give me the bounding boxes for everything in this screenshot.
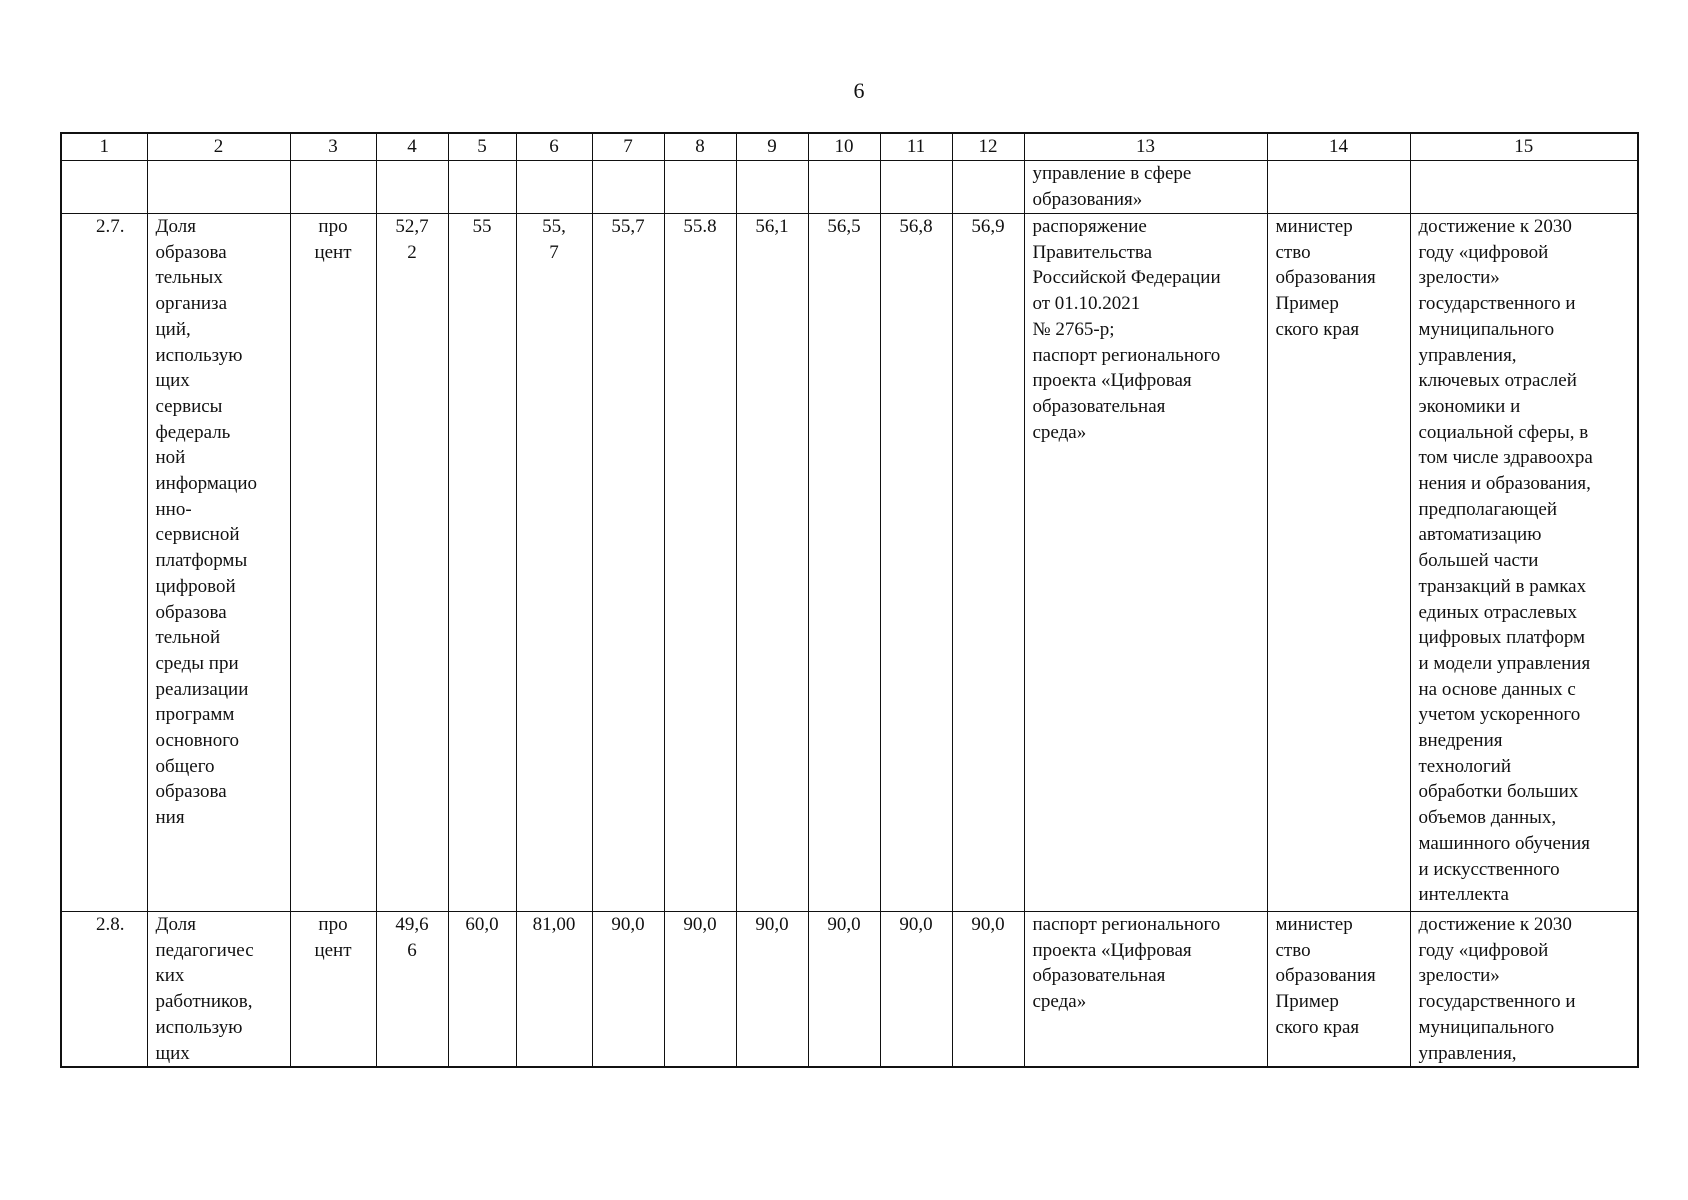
indicator-name-line: сервисы <box>155 395 223 417</box>
relation-to-goal-line: управления, <box>1418 344 1517 366</box>
continuation-text-line: управление в сфере <box>1032 163 1192 184</box>
indicator-name-line: образова <box>155 241 227 263</box>
continuation-cell-13 <box>1024 161 1267 214</box>
indicator-name-line: щих <box>155 370 190 392</box>
indicator-name-line: ния <box>155 807 185 829</box>
indicator-name-line: нно- <box>155 498 192 520</box>
table-continuation-row <box>61 161 1638 214</box>
column-header-12: 12 <box>952 133 1024 161</box>
value-col-11 <box>880 214 952 912</box>
source-document-line: проекта «Цифровая <box>1032 370 1192 392</box>
value-col-6-line: 55, <box>542 216 566 237</box>
source-document-line: паспорт регионального <box>1032 344 1221 366</box>
relation-to-goal-line: автоматизацию <box>1418 524 1542 546</box>
value-col-11-line: 90,0 <box>899 914 933 935</box>
value-col-9 <box>736 214 808 912</box>
continuation-cell-10 <box>808 161 880 214</box>
relation-to-goal-line: муниципального <box>1418 318 1555 340</box>
unit-of-measure-line: цент <box>314 939 352 961</box>
continuation-cell-6 <box>516 161 592 214</box>
indicator-name-line: ких <box>155 965 185 987</box>
column-header-6: 6 <box>516 133 592 161</box>
indicator-name-line: тельных <box>155 267 223 289</box>
relation-to-goal-line: и модели управления <box>1418 652 1591 674</box>
value-col-5-line: 55 <box>472 216 492 237</box>
responsible-body-line: ского края <box>1275 1016 1360 1038</box>
indicator-name-line: щих <box>155 1042 190 1064</box>
relation-to-goal-line: объемов данных, <box>1418 807 1557 829</box>
unit-of-measure <box>290 912 376 1068</box>
source-document-line: образовательная <box>1032 965 1166 987</box>
relation-to-goal-line: на основе данных с <box>1418 678 1576 700</box>
relation-to-goal-line: управления, <box>1418 1042 1517 1064</box>
column-header-3: 3 <box>290 133 376 161</box>
column-header-4: 4 <box>376 133 448 161</box>
column-header-9: 9 <box>736 133 808 161</box>
indicator-name-line: платформы <box>155 550 248 572</box>
indicator-name-line: реализации <box>155 678 249 700</box>
relation-to-goal-line: экономики и <box>1418 395 1521 417</box>
responsible-body-line: ского края <box>1275 318 1360 340</box>
responsible-body-line: образования <box>1275 267 1376 289</box>
value-col-10 <box>808 912 880 1068</box>
unit-of-measure-line: про <box>318 216 348 237</box>
unit-of-measure-line: про <box>318 914 348 935</box>
relation-to-goal-line: учетом ускоренного <box>1418 704 1581 726</box>
responsible-body-line: Пример <box>1275 991 1339 1013</box>
column-header-5: 5 <box>448 133 516 161</box>
value-col-7-line: 55,7 <box>611 216 645 237</box>
indicator-name-line: Доля <box>155 216 196 237</box>
indicator-name-line: работников, <box>155 991 253 1013</box>
indicator-name-line: тельной <box>155 627 221 649</box>
relation-to-goal-line: нения и образования, <box>1418 473 1591 495</box>
relation-to-goal-line: зрелости» <box>1418 965 1500 987</box>
column-header-1: 1 <box>61 133 147 161</box>
source-document-line: среда» <box>1032 991 1087 1013</box>
value-col-5 <box>448 214 516 912</box>
column-header-13: 13 <box>1024 133 1267 161</box>
value-col-12 <box>952 214 1024 912</box>
relation-to-goal-line: году «цифровой <box>1418 241 1549 263</box>
value-col-10 <box>808 214 880 912</box>
value-col-12 <box>952 912 1024 1068</box>
relation-to-goal-line: достижение к 2030 <box>1418 914 1572 935</box>
indicator-table <box>60 132 1639 1068</box>
value-col-7 <box>592 912 664 1068</box>
continuation-cell-5 <box>448 161 516 214</box>
indicator-name-line: ций, <box>155 318 191 340</box>
continuation-cell-14 <box>1267 161 1410 214</box>
relation-to-goal-line: обработки больших <box>1418 781 1579 803</box>
source-document <box>1024 214 1267 912</box>
indicator-name <box>147 214 290 912</box>
continuation-cell-8 <box>664 161 736 214</box>
table-row <box>61 912 1638 1068</box>
indicator-name-line: использую <box>155 344 243 366</box>
value-col-7-line: 90,0 <box>611 914 645 935</box>
value-col-8-line: 55.8 <box>683 216 717 237</box>
relation-to-goal-line: государственного и <box>1418 991 1576 1013</box>
relation-to-goal-line: государственного и <box>1418 293 1576 315</box>
value-col-12-line: 90,0 <box>971 914 1005 935</box>
value-col-10-line: 90,0 <box>827 914 861 935</box>
responsible-body <box>1267 214 1410 912</box>
indicator-number: 2.8. <box>61 912 147 1068</box>
indicator-name-line: ной <box>155 447 186 469</box>
responsible-body-line: ство <box>1275 939 1311 961</box>
value-col-4-line: 49,6 <box>395 914 429 935</box>
relation-to-goal-line: цифровых платформ <box>1418 627 1586 649</box>
responsible-body-line: министер <box>1275 914 1353 935</box>
relation-to-goal-line: большей части <box>1418 550 1539 572</box>
value-col-6-line: 7 <box>549 241 559 263</box>
unit-of-measure <box>290 214 376 912</box>
indicator-name-line: Доля <box>155 914 196 935</box>
column-header-7: 7 <box>592 133 664 161</box>
relation-to-goal-line: достижение к 2030 <box>1418 216 1572 237</box>
value-col-4-line: 2 <box>407 241 417 263</box>
column-header-15: 15 <box>1410 133 1638 161</box>
relation-to-goal <box>1410 912 1638 1068</box>
table-header-row <box>61 133 1638 161</box>
source-document-line: распоряжение <box>1032 216 1147 237</box>
source-document-line: № 2765-р; <box>1032 318 1115 340</box>
value-col-11-line: 56,8 <box>899 216 933 237</box>
responsible-body-line: Пример <box>1275 293 1339 315</box>
indicator-name-line: образова <box>155 781 227 803</box>
indicator-name <box>147 912 290 1068</box>
relation-to-goal-line: машинного обучения <box>1418 832 1591 854</box>
value-col-5-line: 60,0 <box>465 914 499 935</box>
value-col-6 <box>516 912 592 1068</box>
indicator-number: 2.7. <box>61 214 147 912</box>
source-document-line: проекта «Цифровая <box>1032 939 1192 961</box>
relation-to-goal-line: транзакций в рамках <box>1418 575 1587 597</box>
continuation-cell-9 <box>736 161 808 214</box>
indicator-name-line: программ <box>155 704 235 726</box>
value-col-9-line: 90,0 <box>755 914 789 935</box>
continuation-cell-7 <box>592 161 664 214</box>
source-document-line: Правительства <box>1032 241 1153 263</box>
indicator-name-line: среды при <box>155 652 239 674</box>
value-col-5 <box>448 912 516 1068</box>
value-col-6-line: 81,00 <box>532 914 576 935</box>
relation-to-goal-line: том числе здравоохра <box>1418 447 1593 469</box>
source-document <box>1024 912 1267 1068</box>
column-header-14: 14 <box>1267 133 1410 161</box>
column-header-11: 11 <box>880 133 952 161</box>
responsible-body-line: министер <box>1275 216 1353 237</box>
indicator-name-line: сервисной <box>155 524 240 546</box>
continuation-cell-11 <box>880 161 952 214</box>
relation-to-goal <box>1410 214 1638 912</box>
responsible-body <box>1267 912 1410 1068</box>
source-document-line: Российской Федерации <box>1032 267 1221 289</box>
relation-to-goal-line: интеллекта <box>1418 884 1509 906</box>
indicator-name-line: общего <box>155 755 215 777</box>
value-col-4-line: 52,7 <box>395 216 429 237</box>
relation-to-goal-line: социальной сферы, в <box>1418 421 1589 443</box>
value-col-9-line: 56,1 <box>755 216 789 237</box>
indicator-name-line: использую <box>155 1016 243 1038</box>
value-col-4 <box>376 912 448 1068</box>
indicator-name-line: организа <box>155 293 228 315</box>
value-col-11 <box>880 912 952 1068</box>
indicator-name-line: педагогичес <box>155 939 254 961</box>
indicator-name-line: основного <box>155 730 240 752</box>
relation-to-goal-line: муниципального <box>1418 1016 1555 1038</box>
relation-to-goal-line: внедрения <box>1418 730 1503 752</box>
continuation-cell-4 <box>376 161 448 214</box>
indicator-name-line: федераль <box>155 421 231 443</box>
table-row <box>61 214 1638 912</box>
value-col-4-line: 6 <box>407 939 417 961</box>
responsible-body-line: ство <box>1275 241 1311 263</box>
relation-to-goal-line: технологий <box>1418 755 1512 777</box>
source-document-line: среда» <box>1032 421 1087 443</box>
value-col-4 <box>376 214 448 912</box>
unit-of-measure-line: цент <box>314 241 352 263</box>
value-col-7 <box>592 214 664 912</box>
relation-to-goal-line: и искусственного <box>1418 858 1560 880</box>
relation-to-goal-line: году «цифровой <box>1418 939 1549 961</box>
source-document-line: образовательная <box>1032 395 1166 417</box>
relation-to-goal-line: единых отраслевых <box>1418 601 1578 623</box>
source-document-line: паспорт регионального <box>1032 914 1221 935</box>
value-col-8-line: 90,0 <box>683 914 717 935</box>
continuation-cell-1 <box>61 161 147 214</box>
relation-to-goal-line: предполагающей <box>1418 498 1558 520</box>
responsible-body-line: образования <box>1275 965 1376 987</box>
value-col-8 <box>664 912 736 1068</box>
continuation-cell-2 <box>147 161 290 214</box>
value-col-6 <box>516 214 592 912</box>
continuation-text-line: образования» <box>1032 188 1143 210</box>
continuation-cell-3 <box>290 161 376 214</box>
value-col-8 <box>664 214 736 912</box>
relation-to-goal-line: зрелости» <box>1418 267 1500 289</box>
value-col-10-line: 56,5 <box>827 216 861 237</box>
column-header-10: 10 <box>808 133 880 161</box>
column-header-8: 8 <box>664 133 736 161</box>
indicator-name-line: образова <box>155 601 227 623</box>
value-col-12-line: 56,9 <box>971 216 1005 237</box>
continuation-cell-12 <box>952 161 1024 214</box>
indicator-name-line: информацио <box>155 473 258 495</box>
relation-to-goal-line: ключевых отраслей <box>1418 370 1577 392</box>
source-document-line: от 01.10.2021 <box>1032 293 1141 315</box>
page-number: 6 <box>853 78 865 103</box>
continuation-cell-15 <box>1410 161 1638 214</box>
column-header-2: 2 <box>147 133 290 161</box>
indicator-name-line: цифровой <box>155 575 236 597</box>
value-col-9 <box>736 912 808 1068</box>
